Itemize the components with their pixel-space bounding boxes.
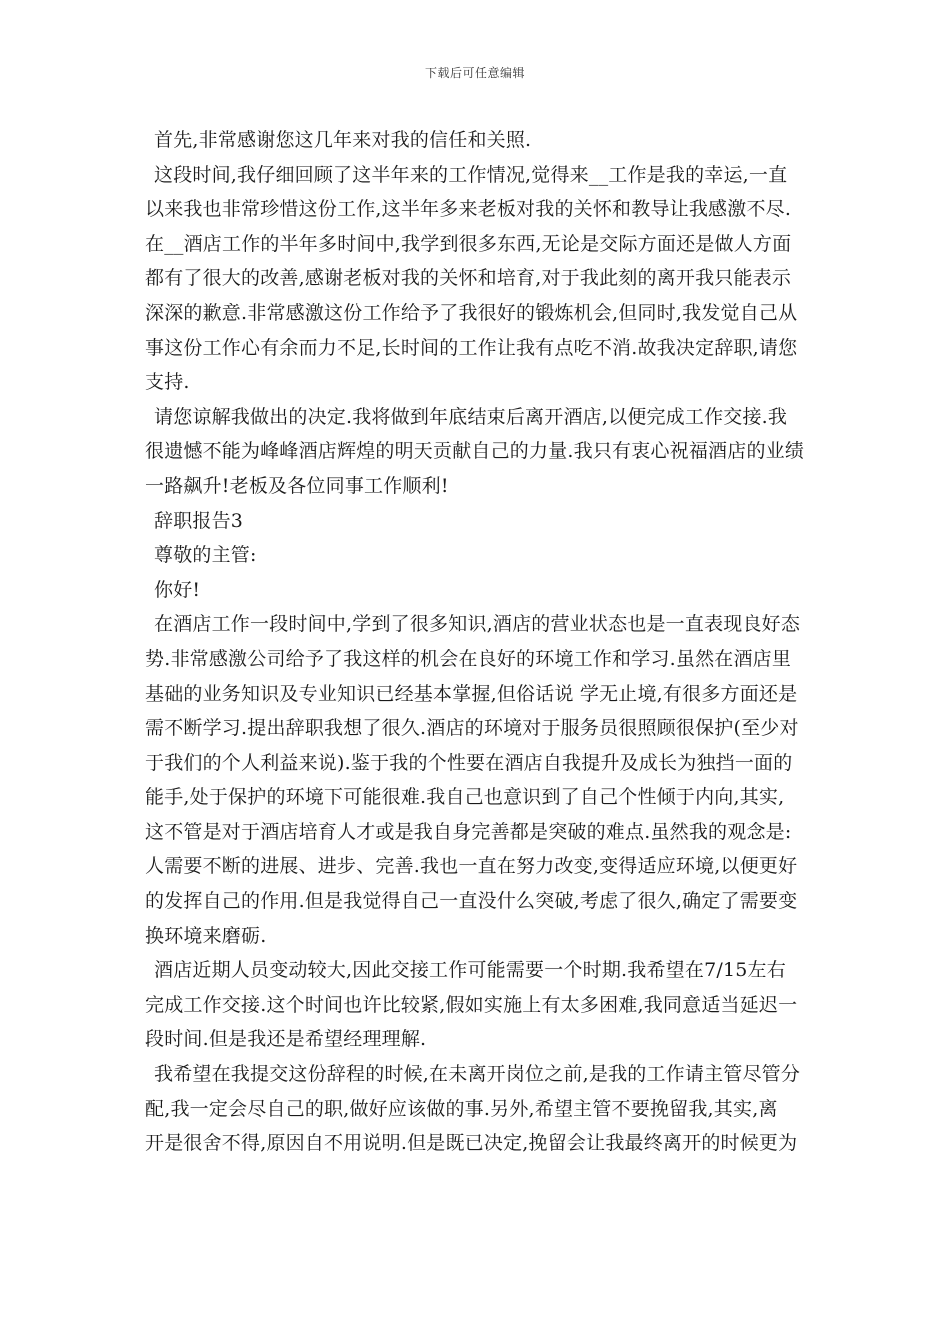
- text-line: 基础的业务知识及专业知识已经基本掌握,但俗话说 学无止境,有很多方面还是: [145, 682, 798, 705]
- text-line: 首先,非常感谢您这几年来对我的信任和关照.: [154, 129, 532, 151]
- text-line: 于我们的个人利益来说).鉴于我的个性要在酒店自我提升及成长为独挡一面的: [145, 751, 793, 774]
- text-line: 尊敬的主管:: [154, 544, 257, 567]
- text-line: 配,我一定会尽自己的职,做好应该做的事.另外,希望主管不要挽留我,其实,离: [145, 1097, 778, 1120]
- text-line: 一路飙升!老板及各位同事工作顺利!: [145, 474, 449, 497]
- text-line: 开是很舍不得,原因自不用说明.但是既已决定,挽留会让我最终离开的时候更为: [145, 1132, 798, 1155]
- text-line: 请您谅解我做出的决定.我将做到年底结束后离开酒店,以便完成工作交接.我: [154, 405, 788, 428]
- text-line: 在酒店工作一段时间中,学到了很多知识,酒店的营业状态也是一直表现良好态: [154, 613, 801, 636]
- text-line: 支持.: [145, 371, 190, 394]
- text-line: 的发挥自己的作用.但是我觉得自己一直没什么突破,考虑了很久,确定了需要变: [145, 890, 798, 913]
- text-line: 辞职报告3: [154, 509, 244, 532]
- text-line: 完成工作交接.这个时间也许比较紧,假如实施上有太多困难,我同意适当延迟一: [145, 993, 798, 1016]
- text-line: 需不断学习.提出辞职我想了很久.酒店的环境对于服务员很照顾很保护(至少对: [145, 717, 799, 740]
- text-line: 势.非常感激公司给予了我这样的机会在良好的环境工作和学习.虽然在酒店里: [145, 647, 792, 670]
- text-line: 这不管是对于酒店培育人才或是我自身完善都是突破的难点.虽然我的观念是:: [145, 820, 792, 843]
- text-line: 能手,处于保护的环境下可能很难.我自己也意识到了自己个性倾于内向,其实,: [145, 786, 785, 809]
- text-line: 人需要不断的进展、进步、完善.我也一直在努力改变,变得适应环境,以便更好: [145, 855, 798, 878]
- text-line: 这段时间,我仔细回顾了这半年来的工作情况,觉得来__工作是我的幸运,一直: [154, 163, 788, 186]
- text-line: 段时间.但是我还是希望经理理解.: [145, 1028, 427, 1051]
- text-line: 换环境来磨砺.: [145, 924, 267, 947]
- text-line: 深深的歉意.非常感激这份工作给予了我很好的锻炼机会,但同时,我发觉自己从: [145, 301, 798, 324]
- text-line: 我希望在我提交这份辞程的时候,在未离开岗位之前,是我的工作请主管尽管分: [154, 1063, 801, 1086]
- text-line: 你好!: [154, 578, 201, 601]
- text-line: 事这份工作心有余而力不足,长时间的工作让我有点吃不消.故我决定辞职,请您: [145, 336, 798, 359]
- text-line: 很遗憾不能为峰峰酒店辉煌的明天贡献自己的力量.我只有衷心祝福酒店的业绩: [145, 440, 805, 463]
- text-line: 酒店近期人员变动较大,因此交接工作可能需要一个时期.我希望在7/15左右: [154, 959, 786, 982]
- text-line: 都有了很大的改善,感谢老板对我的关怀和培育,对于我此刻的离开我只能表示: [145, 267, 792, 290]
- text-line: 以来我也非常珍惜这份工作,这半年多来老板对我的关怀和教导让我感激不尽.: [145, 198, 792, 221]
- page-header: 下载后可任意编辑: [424, 66, 525, 80]
- document-body: [145, 123, 810, 1161]
- text-line: 在__酒店工作的半年多时间中,我学到很多东西,无论是交际方面还是做人方面: [145, 232, 792, 255]
